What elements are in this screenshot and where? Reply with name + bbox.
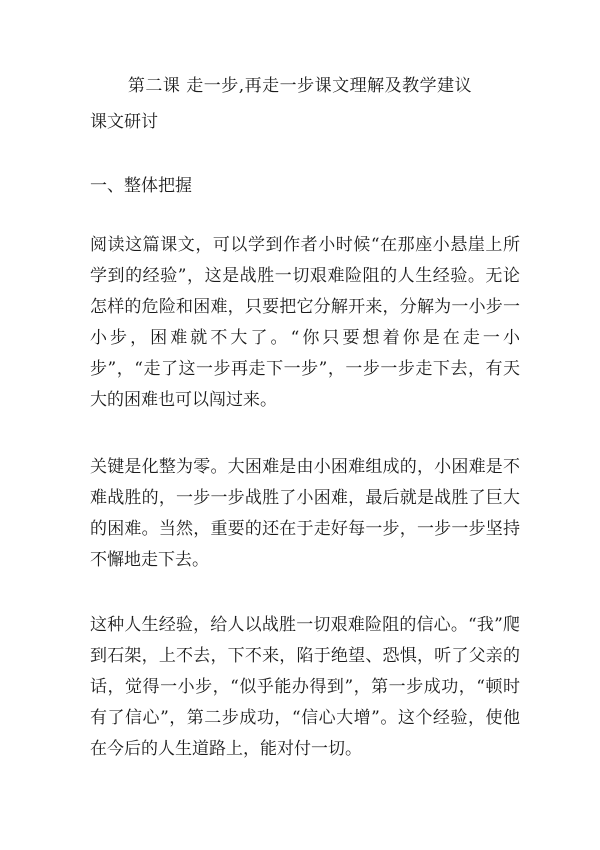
paragraph-3: 这种人生经验，给人以战胜一切艰难险阻的信心。“我”爬到石架，上不去，下不来，陷于绝望、恐惧，听了父亲的话，觉得一小步，“似乎能办得到”，第一步成功，“顿时有了信心”，第二步成功，“信心大增”。这个经验，使他在今后的人生道路上，能对付一切。 — [90, 615, 520, 759]
section-heading: 一、整体把握 — [90, 176, 192, 196]
document-title: 第二课 走一步,再走一步课文理解及教学建议 — [127, 76, 473, 96]
section-title: 课文研讨 — [90, 112, 158, 132]
paragraph-2: 关键是化整为零。大困难是由小困难组成的，小困难是不难战胜的，一步一步战胜了小困难，最后就是战胜了巨大的困难。当然，重要的还在于走好每一步，一步一步坚持不懈地走下去。 — [90, 457, 520, 570]
paragraph-1: 阅读这篇课文，可以学到作者小时候“在那座小悬崖上所学到的经验”，这是战胜一切艰难险阻的人生经验。无论怎样的危险和困难，只要把它分解开来，分解为一小步一小步，困难就不大了。“你只要想着你是在走一小步”，“走了这一步再走下一步”，一步一步走下去，有天大的困难也可以闯过来。 — [90, 235, 520, 410]
